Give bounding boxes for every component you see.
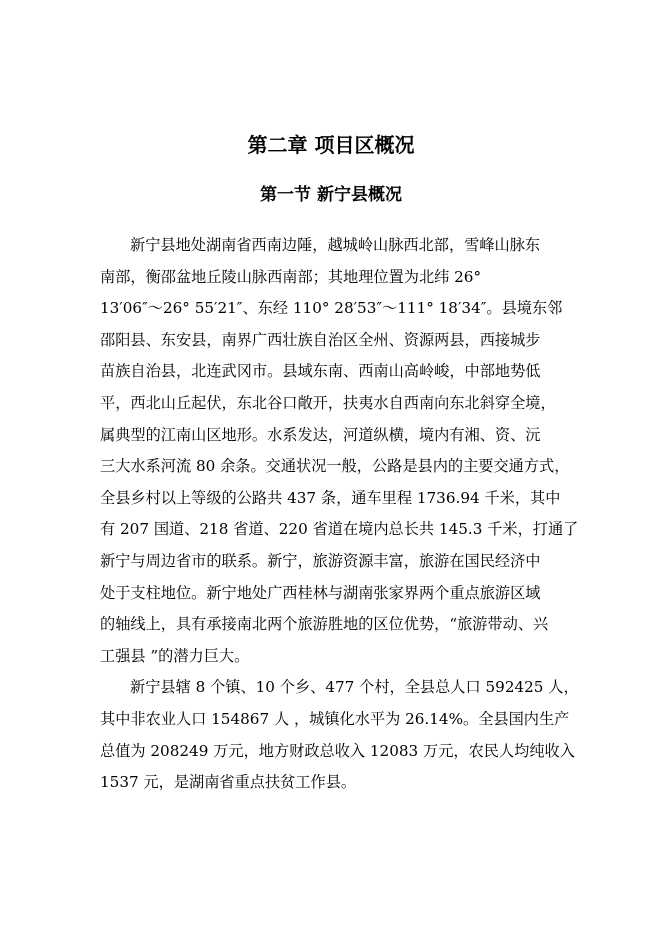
paragraph-2-line: 1537 元，是湖南省重点扶贫工作县。 xyxy=(100,773,357,792)
paragraph-1-line: 新宁与周边省市的联系。新宁，旅游资源丰富，旅游在国民经济中 xyxy=(100,551,541,570)
paragraph-1-line: 有 207 国道、218 省道、220 省道在境内总长共 145.3 千米，打通了 xyxy=(100,520,579,539)
chapter-title: 第二章 项目区概况 xyxy=(247,133,415,157)
paragraph-1-line: 邵阳县、东安县，南界广西壮族自治区全州、资源两县，西接城步 xyxy=(100,330,541,349)
paragraph-1-line: 苗族自治县，北连武冈市。县域东南、西南山高岭峻，中部地势低 xyxy=(100,362,541,381)
paragraph-1-line: 13′06″～26° 55′21″、东经 110° 28′53″～111° 18′34″。县境东邻 xyxy=(100,299,563,318)
body-text xyxy=(100,230,580,799)
paragraph-2-line: 总值为 208249 万元，地方财政总收入 12083 万元，农民人均纯收入 xyxy=(100,741,575,760)
paragraph-2-line: 新宁县辖 8 个镇、10 个乡、477 个村，全县总人口 592425 人， xyxy=(130,678,579,697)
paragraph-2-line: 其中非农业人口 154867 人 ，城镇化水平为 26.14%。全县国内生产 xyxy=(100,709,570,728)
paragraph-1-line: 全县乡村以上等级的公路共 437 条，通车里程 1736.94 千米，其中 xyxy=(100,488,561,507)
paragraph-1-line: 南部，衡邵盆地丘陵山脉西南部；其地理位置为北纬 26° xyxy=(100,267,482,286)
paragraph-1-line: 处于支柱地位。新宁地处广西桂林与湖南张家界两个重点旅游区域 xyxy=(100,583,541,602)
section-title: 第一节 新宁县概况 xyxy=(260,185,402,205)
paragraph-1-line: 新宁县地处湖南省西南边陲，越城岭山脉西北部，雪峰山脉东 xyxy=(130,236,541,254)
paragraph-1-line: 的轴线上，具有承接南北两个旅游胜地的区位优势，“旅游带动、兴 xyxy=(100,615,549,634)
paragraph-1-line: 工强县 ”的潜力巨大。 xyxy=(100,646,250,665)
paragraph-1-line: 三大水系河流 80 余条。交通状况一般，公路是县内的主要交通方式， xyxy=(100,457,570,476)
paragraph-1-line: 平，西北山丘起伏，东北谷口敞开，扶夷水自西南向东北斜穿全境， xyxy=(100,393,556,412)
paragraph-1-line: 属典型的江南山区地形。水系发达，河道纵横，境内有湘、资、沅 xyxy=(100,425,541,444)
